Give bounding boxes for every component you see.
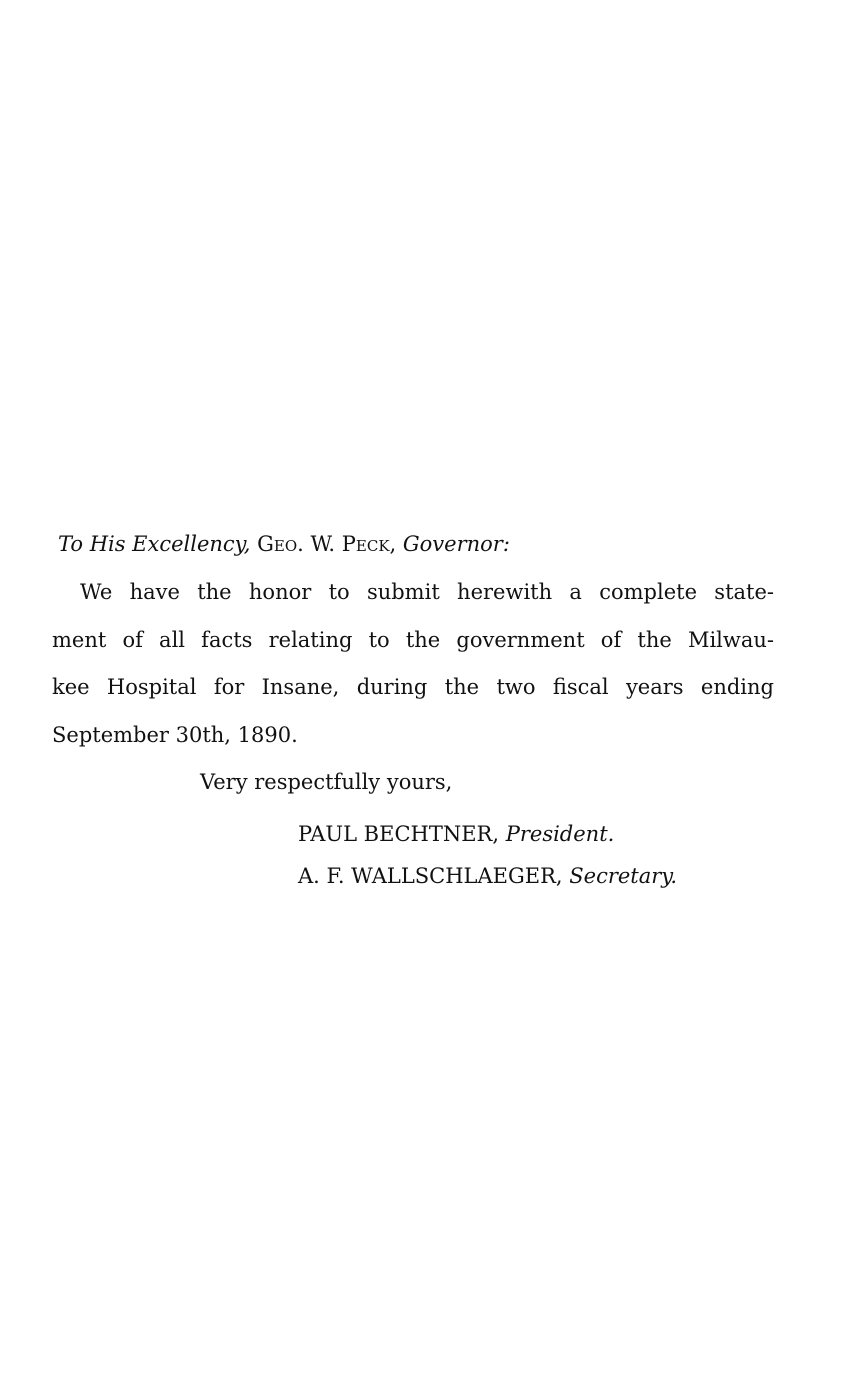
- signatory-name: A. F. WALLSCHLAEGER,: [298, 864, 563, 888]
- body-line-1: We have the honor to submit herewith a complete state-: [80, 580, 774, 604]
- signatory-secretary: [298, 860, 677, 892]
- signatory-title: Secretary.: [569, 864, 678, 888]
- body-line-3: kee Hospital for Insane, during the two fiscal years ending: [52, 675, 774, 699]
- signatory-title: President.: [505, 822, 615, 846]
- body-line-2: ment of all facts relating to the government of the Milwau-: [52, 628, 774, 652]
- signatory-name: PAUL BECHTNER,: [298, 822, 500, 846]
- salutation: [58, 528, 510, 560]
- salutation-name: Geo. W. Peck,: [257, 532, 397, 556]
- body-line-4: September 30th, 1890.: [52, 723, 298, 747]
- signatory-president: [298, 818, 614, 850]
- closing: Very respectfully yours,: [200, 770, 453, 794]
- salutation-role: Governor:: [402, 532, 510, 556]
- salutation-addressee: To His Excellency,: [58, 532, 251, 556]
